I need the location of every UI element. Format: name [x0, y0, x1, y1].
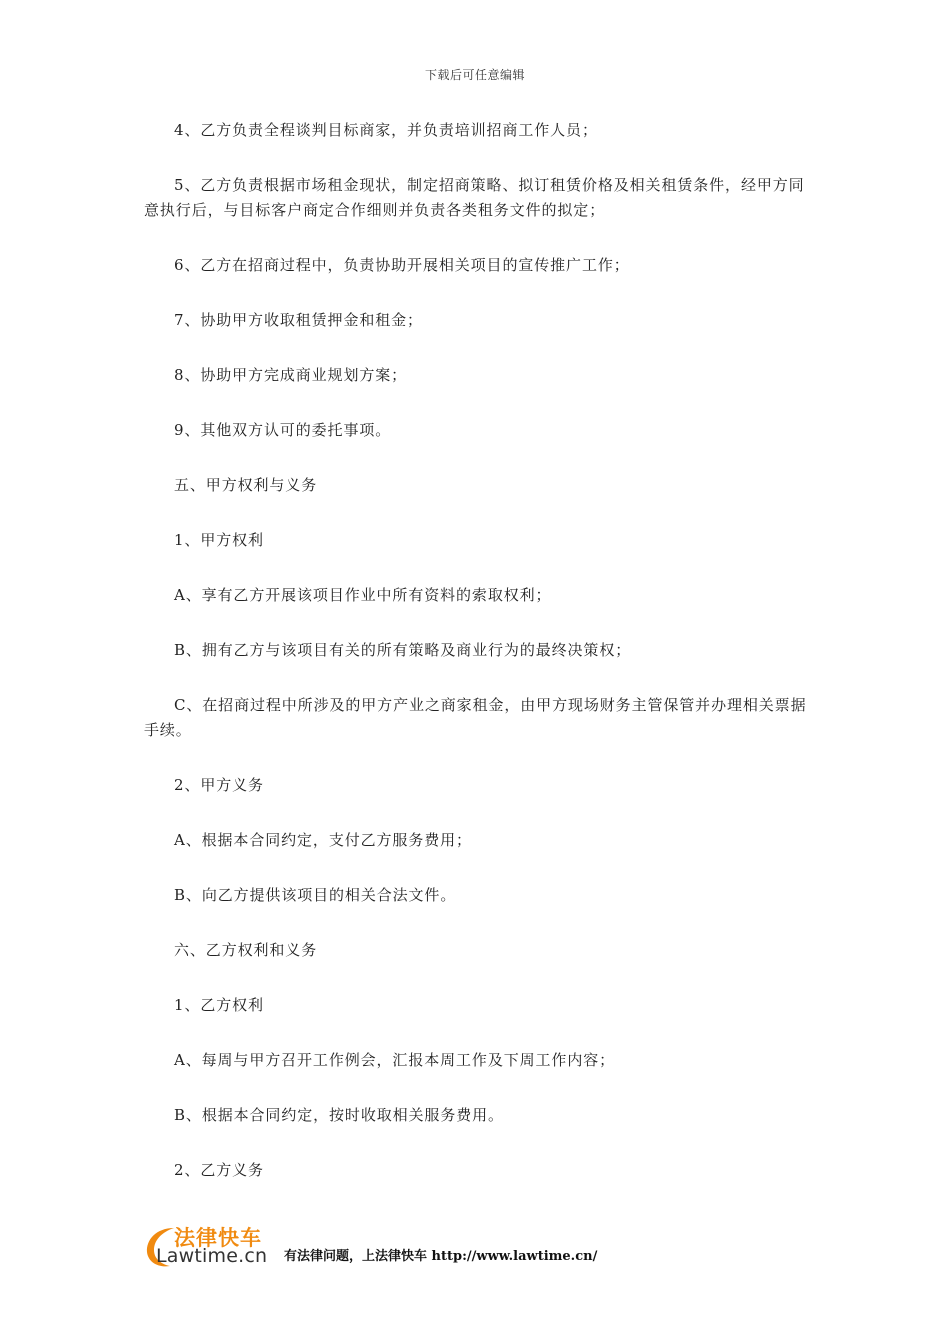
subsection-heading: 2、乙方义务	[174, 1161, 264, 1179]
paragraph: A、享有乙方开展该项目作业中所有资料的索取权利；	[174, 586, 552, 604]
paragraph: A、根据本合同约定，支付乙方服务费用；	[174, 831, 472, 849]
paragraph: 6、乙方在招商过程中，负责协助开展相关项目的宣传推广工作；	[174, 256, 630, 274]
document-body	[144, 118, 814, 1213]
section-heading: 六、乙方权利和义务	[174, 941, 318, 959]
paragraph: 9、其他双方认可的委托事项。	[174, 421, 392, 439]
paragraph: 4、乙方负责全程谈判目标商家，并负责培训招商工作人员；	[174, 121, 598, 139]
lawtime-logo	[144, 1224, 282, 1270]
paragraph: 5、乙方负责根据市场租金现状，制定招商策略、拟订租赁价格及相关租赁条件，经甲方同意执行后，与目标客户商定合作细则并负责各类租务文件的拟定；	[144, 176, 805, 219]
footer-link-text[interactable]: 有法律问题，上法律快车 http://www.lawtime.cn/	[284, 1249, 598, 1264]
paragraph: C、在招商过程中所涉及的甲方产业之商家租金，由甲方现场财务主管保管并办理相关票据手续。	[144, 696, 807, 739]
subsection-heading: 1、乙方权利	[174, 996, 264, 1014]
page-footer	[144, 1222, 597, 1270]
section-heading: 五、甲方权利与义务	[174, 476, 318, 494]
paragraph: B、根据本合同约定，按时收取相关服务费用。	[174, 1106, 504, 1124]
paragraph: 8、协助甲方完成商业规划方案；	[174, 366, 408, 384]
paragraph: A、每周与甲方召开工作例会，汇报本周工作及下周工作内容；	[174, 1051, 616, 1069]
paragraph: B、拥有乙方与该项目有关的所有策略及商业行为的最终决策权；	[174, 641, 632, 659]
logo-chinese-text: 法律快车	[174, 1226, 262, 1250]
paragraph: B、向乙方提供该项目的相关合法文件。	[174, 886, 457, 904]
paragraph: 7、协助甲方收取租赁押金和租金；	[174, 311, 423, 329]
page-header: 下载后可任意编辑	[424, 68, 525, 82]
subsection-heading: 2、甲方义务	[174, 776, 264, 794]
logo-english-text: Lawtime.cn	[156, 1245, 268, 1267]
subsection-heading: 1、甲方权利	[174, 531, 264, 549]
